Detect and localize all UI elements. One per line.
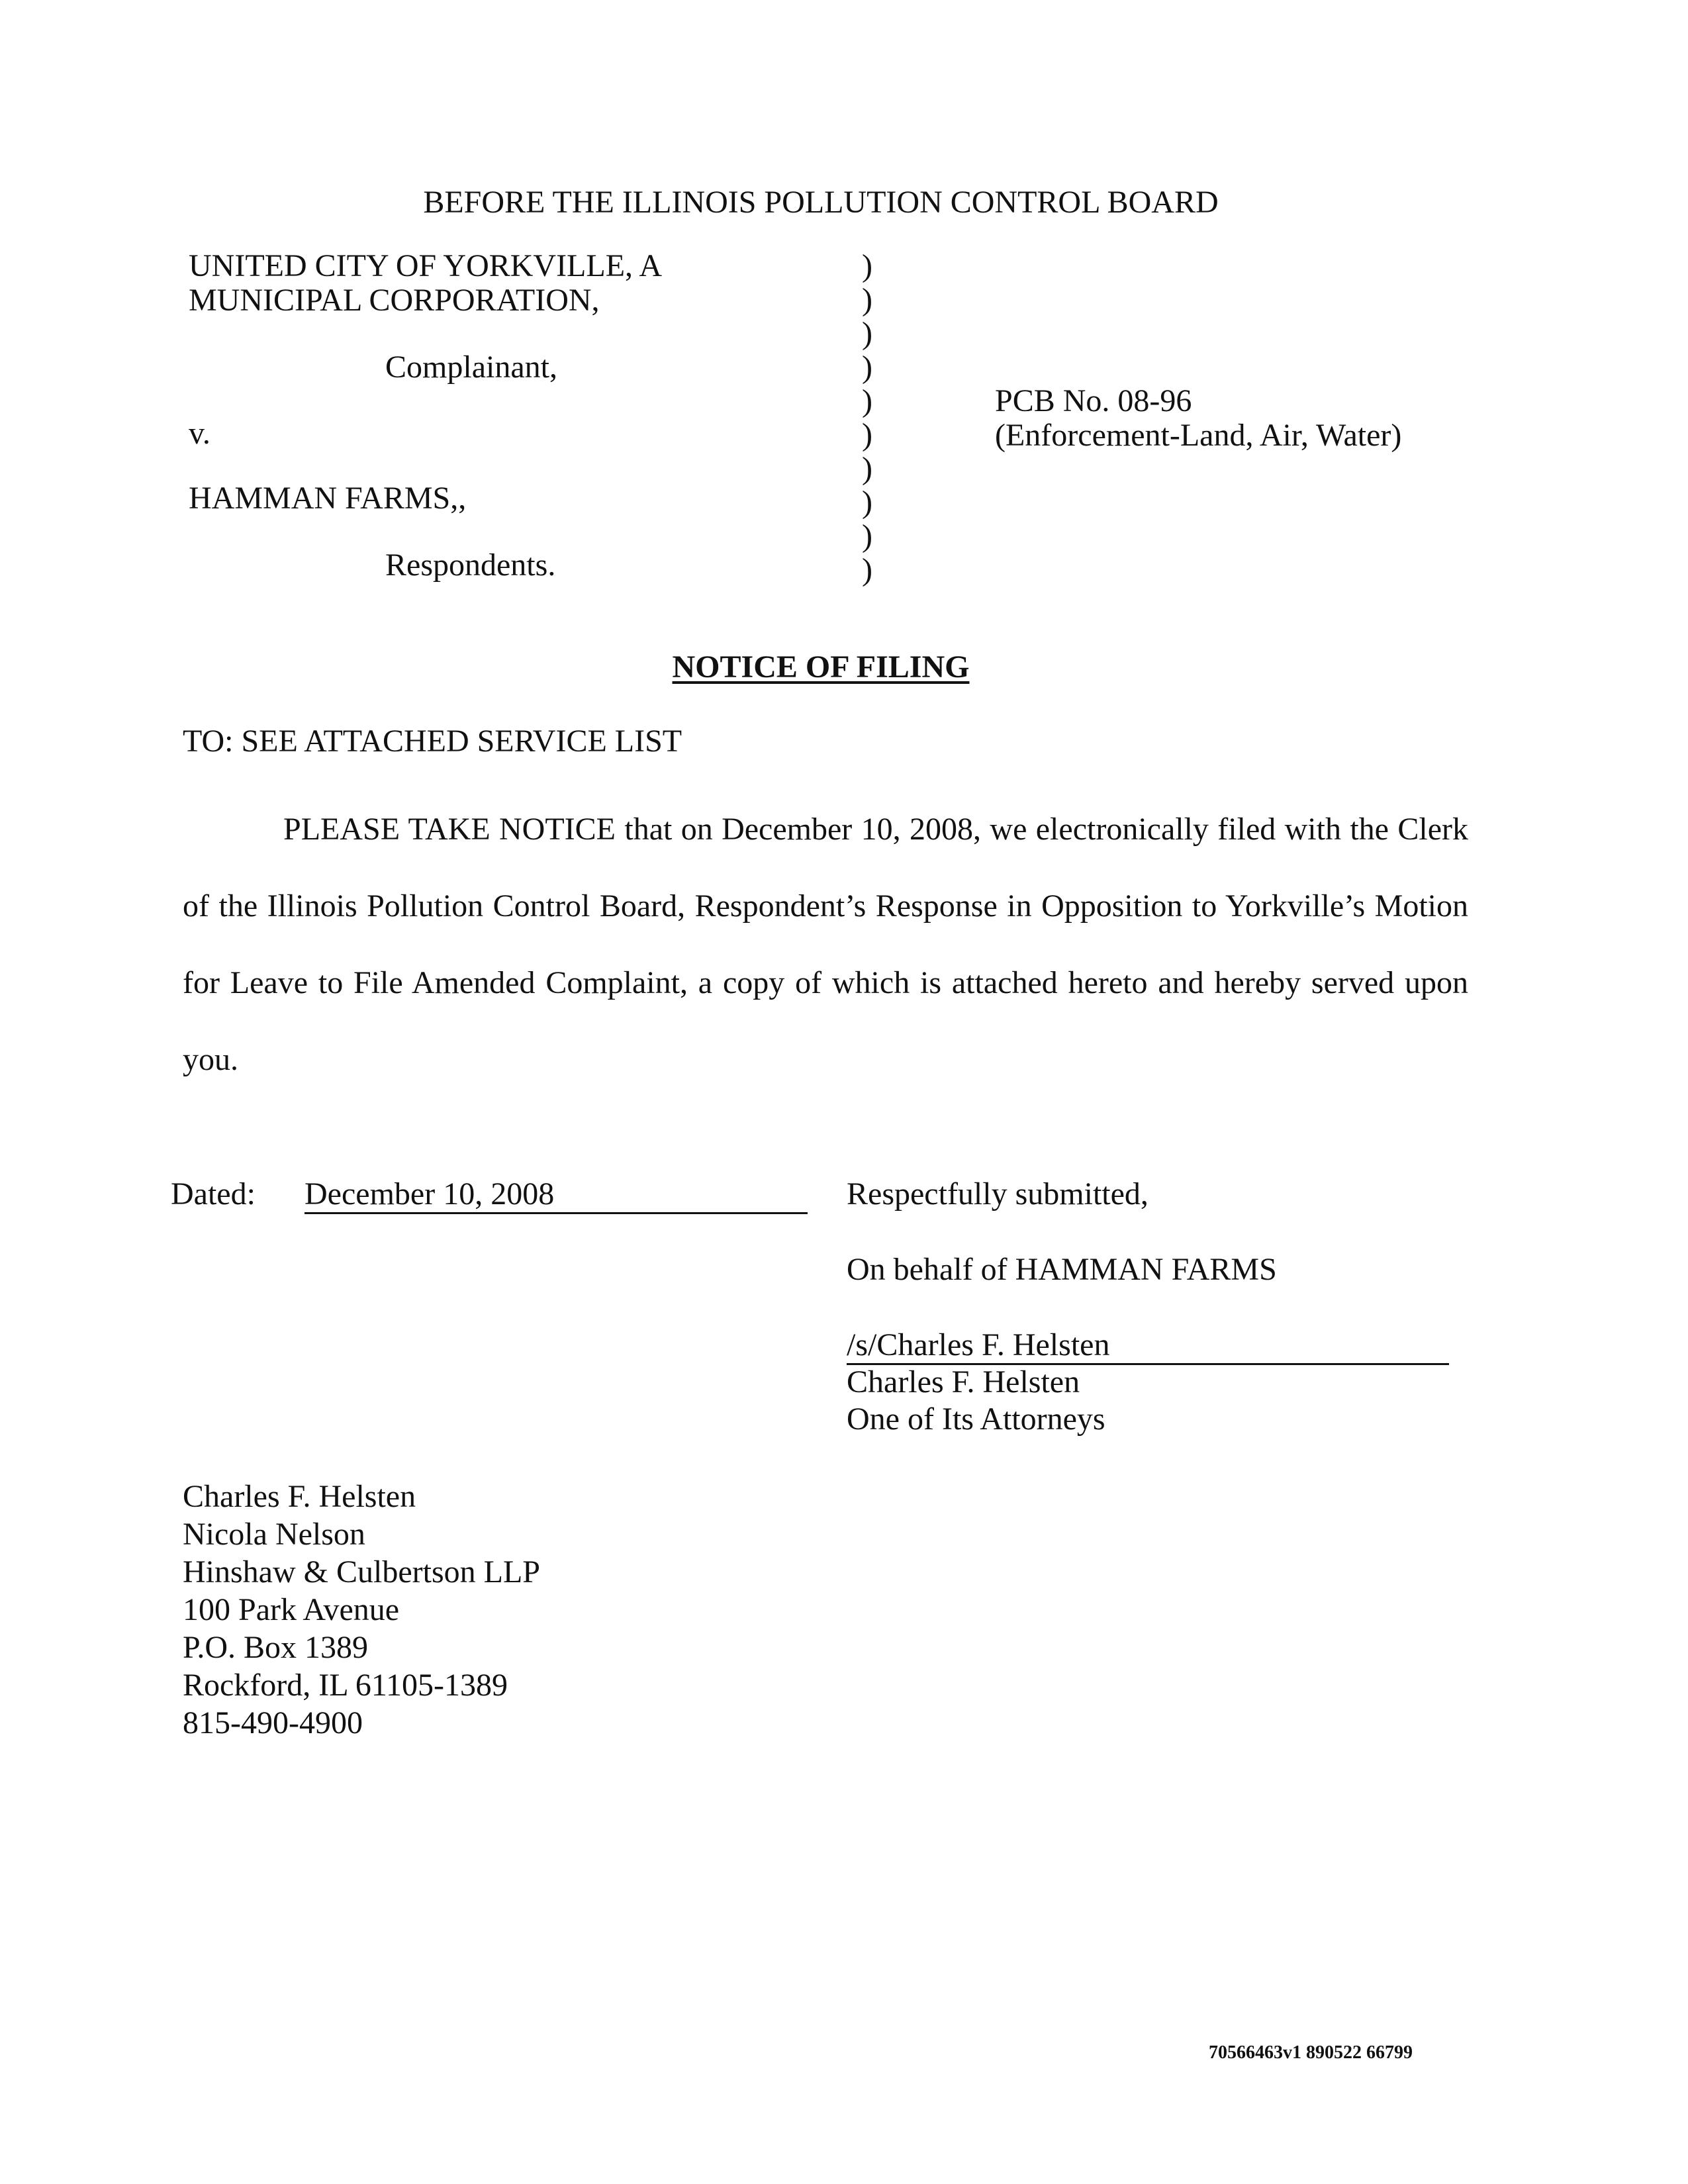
complainant-name-line1: UNITED CITY OF YORKVILLE, A [189,248,663,283]
notice-body-paragraph: PLEASE TAKE NOTICE that on December 10, 2008, we electronically filed with the Clerk of the Illinois Pollution Control Board, Respondent’s Response in Opposition to Yorkville’s Motion for Leave to File Amended Complaint, a copy of which is attached hereto and hereby served upon you. [183,812,1468,1077]
respondent-name: HAMMAN FARMS,, [189,481,467,516]
attorney-name: Charles F. Helsten [183,1479,416,1514]
notice-title: NOTICE OF FILING [672,649,970,685]
court-heading: BEFORE THE ILLINOIS POLLUTION CONTROL BOARD [423,185,1219,220]
paren: ) [862,350,872,385]
on-behalf-text: On behalf of HAMMAN FARMS [847,1252,1277,1287]
paren: ) [862,552,872,587]
closing-text: Respectfully submitted, [847,1176,1149,1211]
service-list-line: TO: SEE ATTACHED SERVICE LIST [183,724,682,759]
respondent-role: Respondents. [385,547,556,583]
paren: ) [862,518,872,553]
firm-name: Hinshaw & Culbertson LLP [183,1554,540,1590]
signer-name: Charles F. Helsten [847,1364,1080,1400]
attorney-name: Nicola Nelson [183,1517,365,1552]
caption-parentheses [862,249,872,587]
document-id: 70566463v1 890522 66799 [1209,2042,1413,2063]
complainant-role: Complainant, [385,350,557,385]
attorney-contact-block [183,1478,540,1742]
street-address: 100 Park Avenue [183,1592,400,1627]
paren: ) [862,316,872,351]
city-state-zip: Rockford, IL 61105-1389 [183,1668,508,1703]
phone-number: 815-490-4900 [183,1705,363,1740]
paren: ) [862,383,872,418]
complainant-name-line2: MUNICIPAL CORPORATION, [189,283,600,318]
paren: ) [862,417,872,452]
signer-title: One of Its Attorneys [847,1401,1105,1437]
case-number: PCB No. 08-96 [995,383,1192,418]
dated-value: December 10, 2008 [305,1176,808,1214]
case-type: (Enforcement-Land, Air, Water) [995,418,1402,453]
paren: ) [862,485,872,520]
po-box: P.O. Box 1389 [183,1630,369,1665]
versus-label: v. [189,416,211,451]
paren: ) [862,451,872,486]
paren: ) [862,248,872,283]
electronic-signature: /s/Charles F. Helsten [847,1327,1449,1365]
notice-body [183,791,1468,1098]
dated-label: Dated: [171,1176,256,1211]
paren: ) [862,282,872,317]
